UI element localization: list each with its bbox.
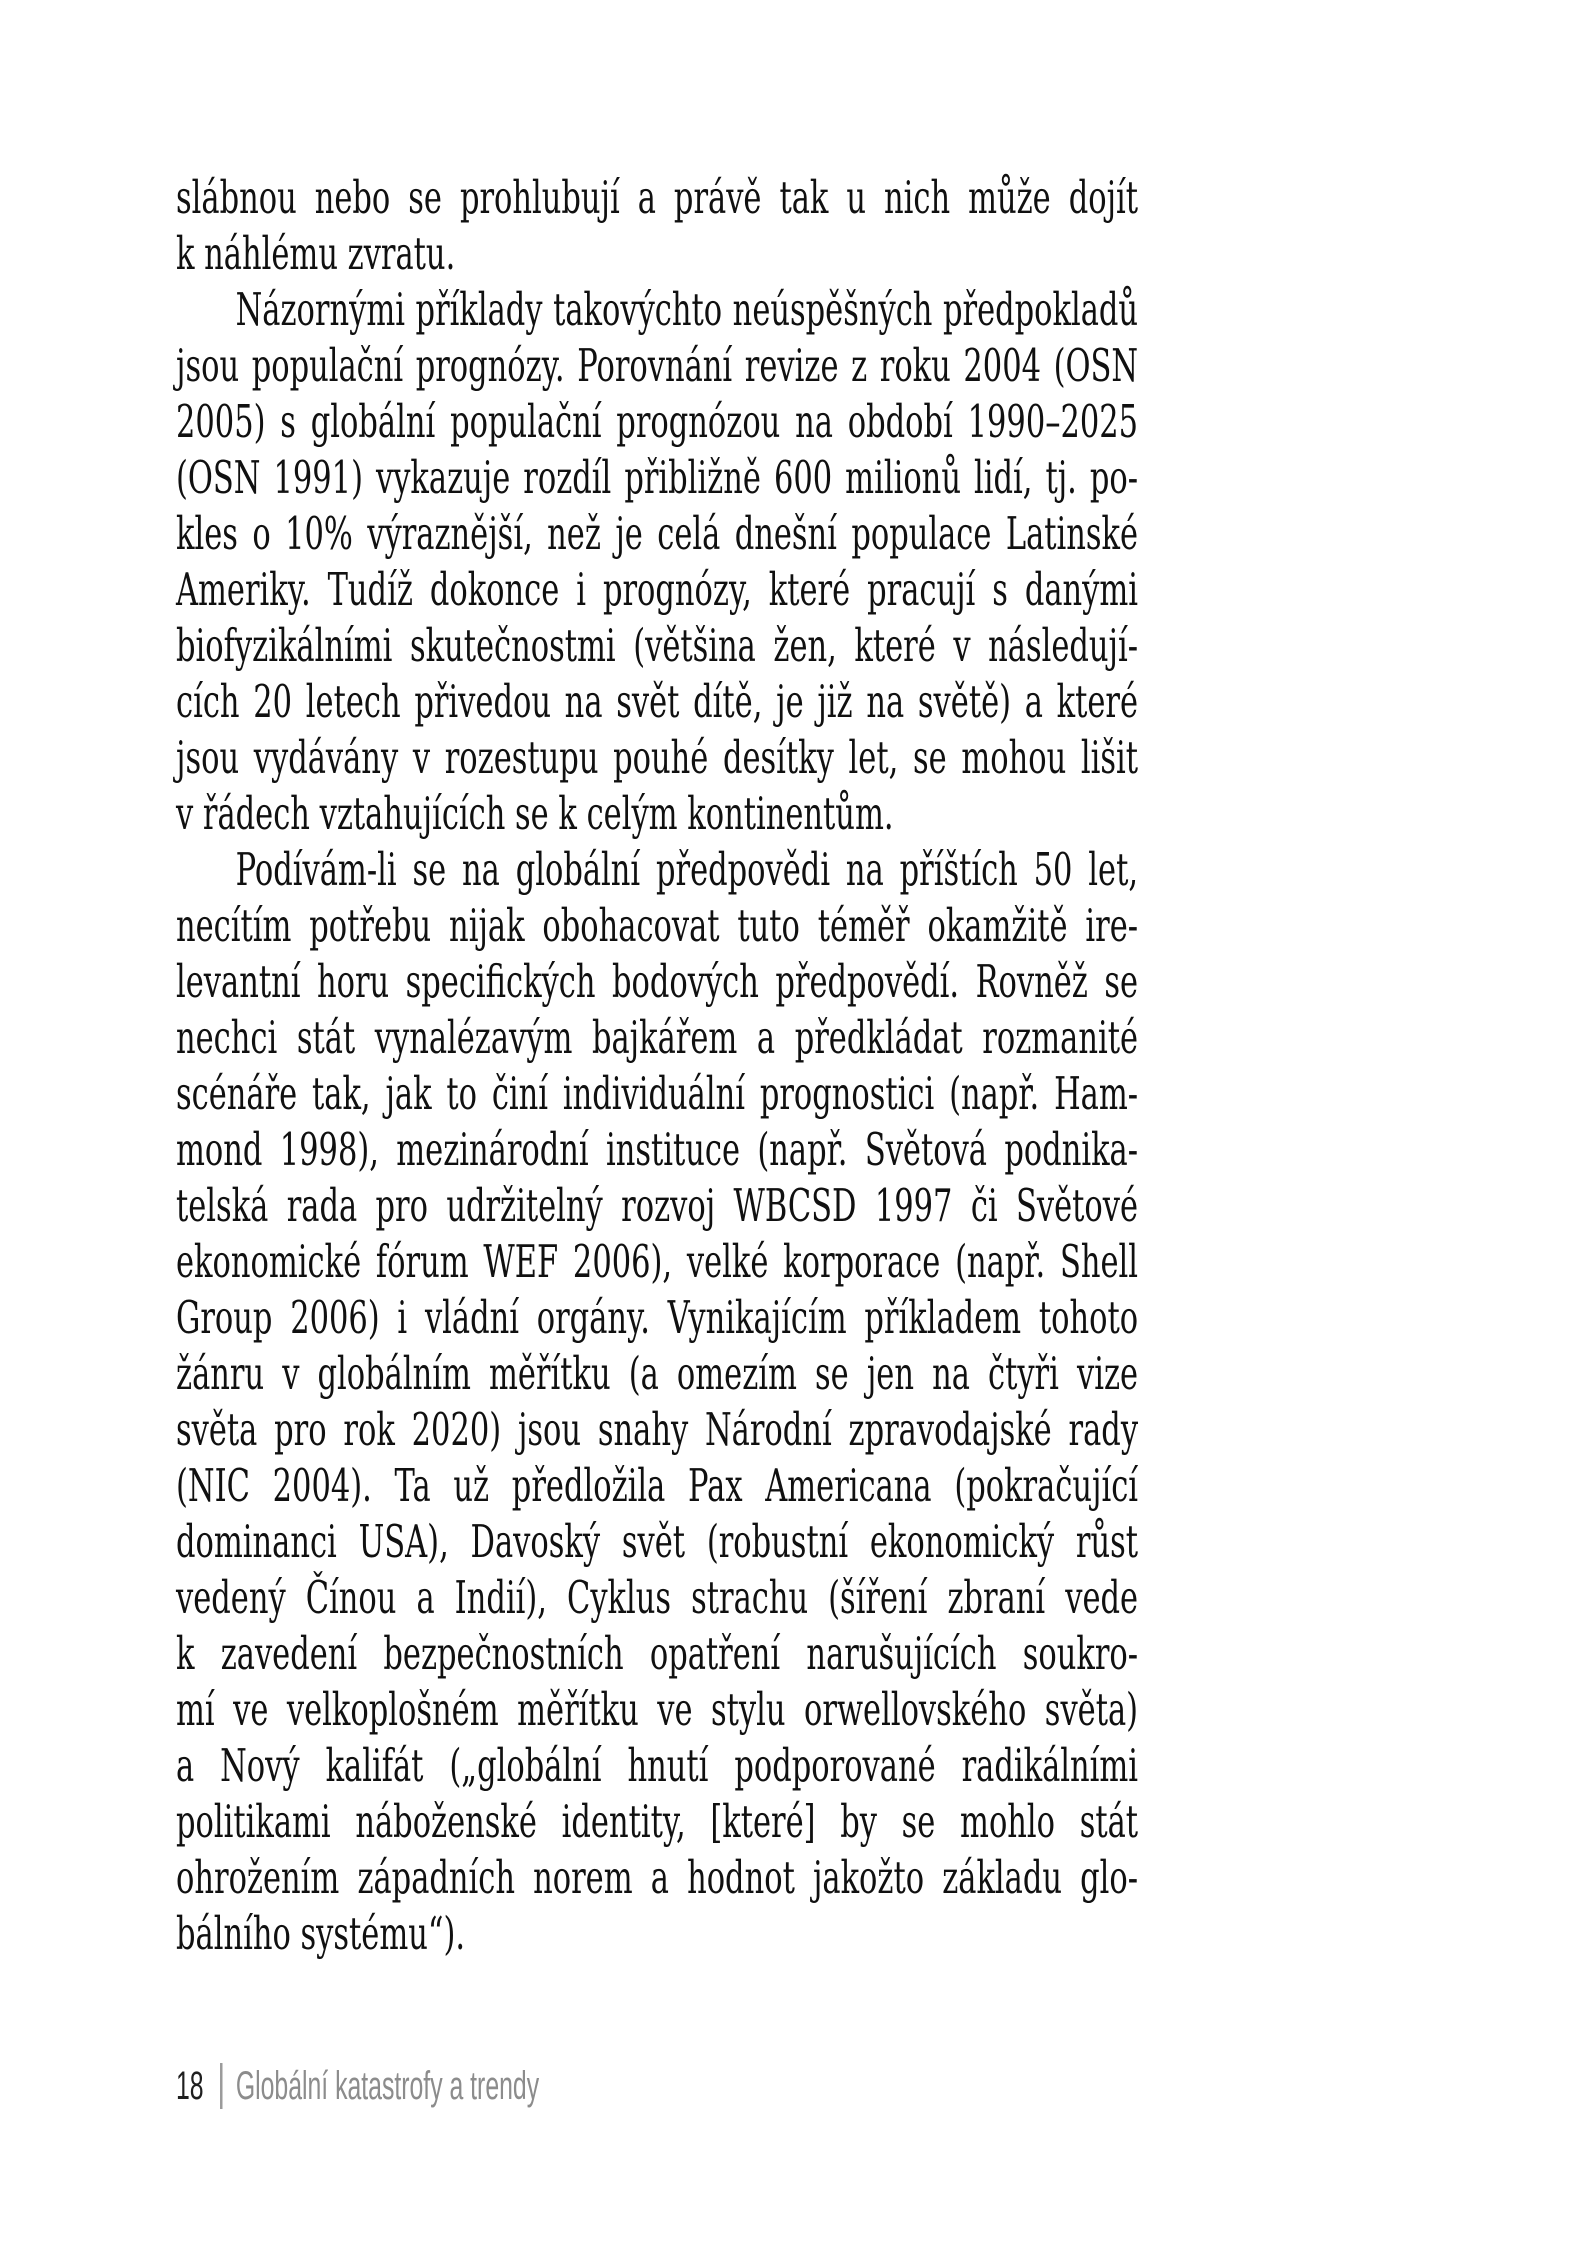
- text-line: k náhlému zvratu.: [176, 227, 456, 280]
- text-line: ohrožením západních norem a hodnot jakožto základu glo-: [176, 1851, 1139, 1904]
- text-line: mí ve velkoplošném měřítku ve stylu orwellovského světa): [176, 1683, 1139, 1736]
- text-line: ekonomické fórum WEF 2006), velké korporace (např. Shell: [176, 1235, 1139, 1288]
- page-footer: [176, 2060, 762, 2112]
- text-line: nechci stát vynalézavým bajkářem a předkládat rozmanité: [176, 1011, 1139, 1064]
- text-line: (OSN 1991) vykazuje rozdíl přibližně 600 milionů lidí, tj. po-: [176, 451, 1139, 504]
- paragraph: [176, 842, 1138, 1962]
- paragraph: [176, 282, 1138, 842]
- footer-content: [176, 2060, 539, 2112]
- text-line: bálního systému“).: [176, 1907, 466, 1960]
- text-line: biofyzikálními skutečnostmi (většina žen, které v následují-: [176, 619, 1139, 672]
- text-line: cích 20 letech přivedou na svět dítě, je již na světě) a které: [176, 675, 1139, 728]
- text-line: jsou vydávány v rozestupu pouhé desítky let, se mohou lišit: [176, 731, 1139, 784]
- text-line: 2005) s globální populační prognózou na období 1990–2025: [176, 395, 1139, 448]
- text-line: v řádech vztahujících se k celým kontinentům.: [176, 787, 894, 840]
- text-line: kles o 10% výraznější, než je celá dnešní populace Latinské: [176, 507, 1139, 560]
- footer-separator-bar: [220, 2063, 222, 2109]
- text-line: politikami náboženské identity, [které] by se mohlo stát: [176, 1795, 1139, 1848]
- text-line: (NIC 2004). Ta už předložila Pax Americana (pokračující: [176, 1459, 1139, 1512]
- text-line: vedený Čínou a Indií), Cyklus strachu (šíření zbraní vede: [176, 1571, 1139, 1624]
- text-line: levantní horu specifických bodových předpovědí. Rovněž se: [176, 955, 1139, 1008]
- text-line: telská rada pro udržitelný rozvoj WBCSD 1997 či Světové: [176, 1179, 1139, 1232]
- text-line: Ameriky. Tudíž dokonce i prognózy, které pracují s danými: [176, 563, 1139, 616]
- text-line: k zavedení bezpečnostních opatření narušujících soukro-: [176, 1627, 1139, 1680]
- text-line: Group 2006) i vládní orgány. Vynikajícím příkladem tohoto: [176, 1291, 1139, 1344]
- text-line: scénáře tak, jak to činí individuální prognostici (např. Ham-: [176, 1067, 1139, 1120]
- text-line: dominanci USA), Davoský svět (robustní ekonomický růst: [176, 1515, 1139, 1568]
- running-title: Globální katastrofy a trendy: [235, 2064, 540, 2108]
- text-line: a Nový kalifát („globální hnutí podporované radikálními: [176, 1739, 1139, 1792]
- paragraph: [176, 170, 1138, 282]
- text-line: slábnou nebo se prohlubují a právě tak u nich může dojít: [176, 171, 1139, 224]
- text-line: Podívám-li se na globální předpovědi na příštích 50 let,: [235, 843, 1139, 896]
- text-line: žánru v globálním měřítku (a omezím se jen na čtyři vize: [176, 1347, 1139, 1400]
- text-line: světa pro rok 2020) jsou snahy Národní zpravodajské rady: [176, 1403, 1139, 1456]
- text-line: mond 1998), mezinárodní instituce (např. Světová podnika-: [176, 1123, 1139, 1176]
- text-line: jsou populační prognózy. Porovnání revize z roku 2004 (OSN: [176, 339, 1139, 392]
- text-line: necítím potřebu nijak obohacovat tuto téměř okamžitě ire-: [176, 899, 1139, 952]
- page-number: 18: [176, 2064, 204, 2108]
- text-line: Názornými příklady takovýchto neúspěšných předpokladů: [235, 283, 1139, 336]
- text-block: [176, 170, 1138, 1962]
